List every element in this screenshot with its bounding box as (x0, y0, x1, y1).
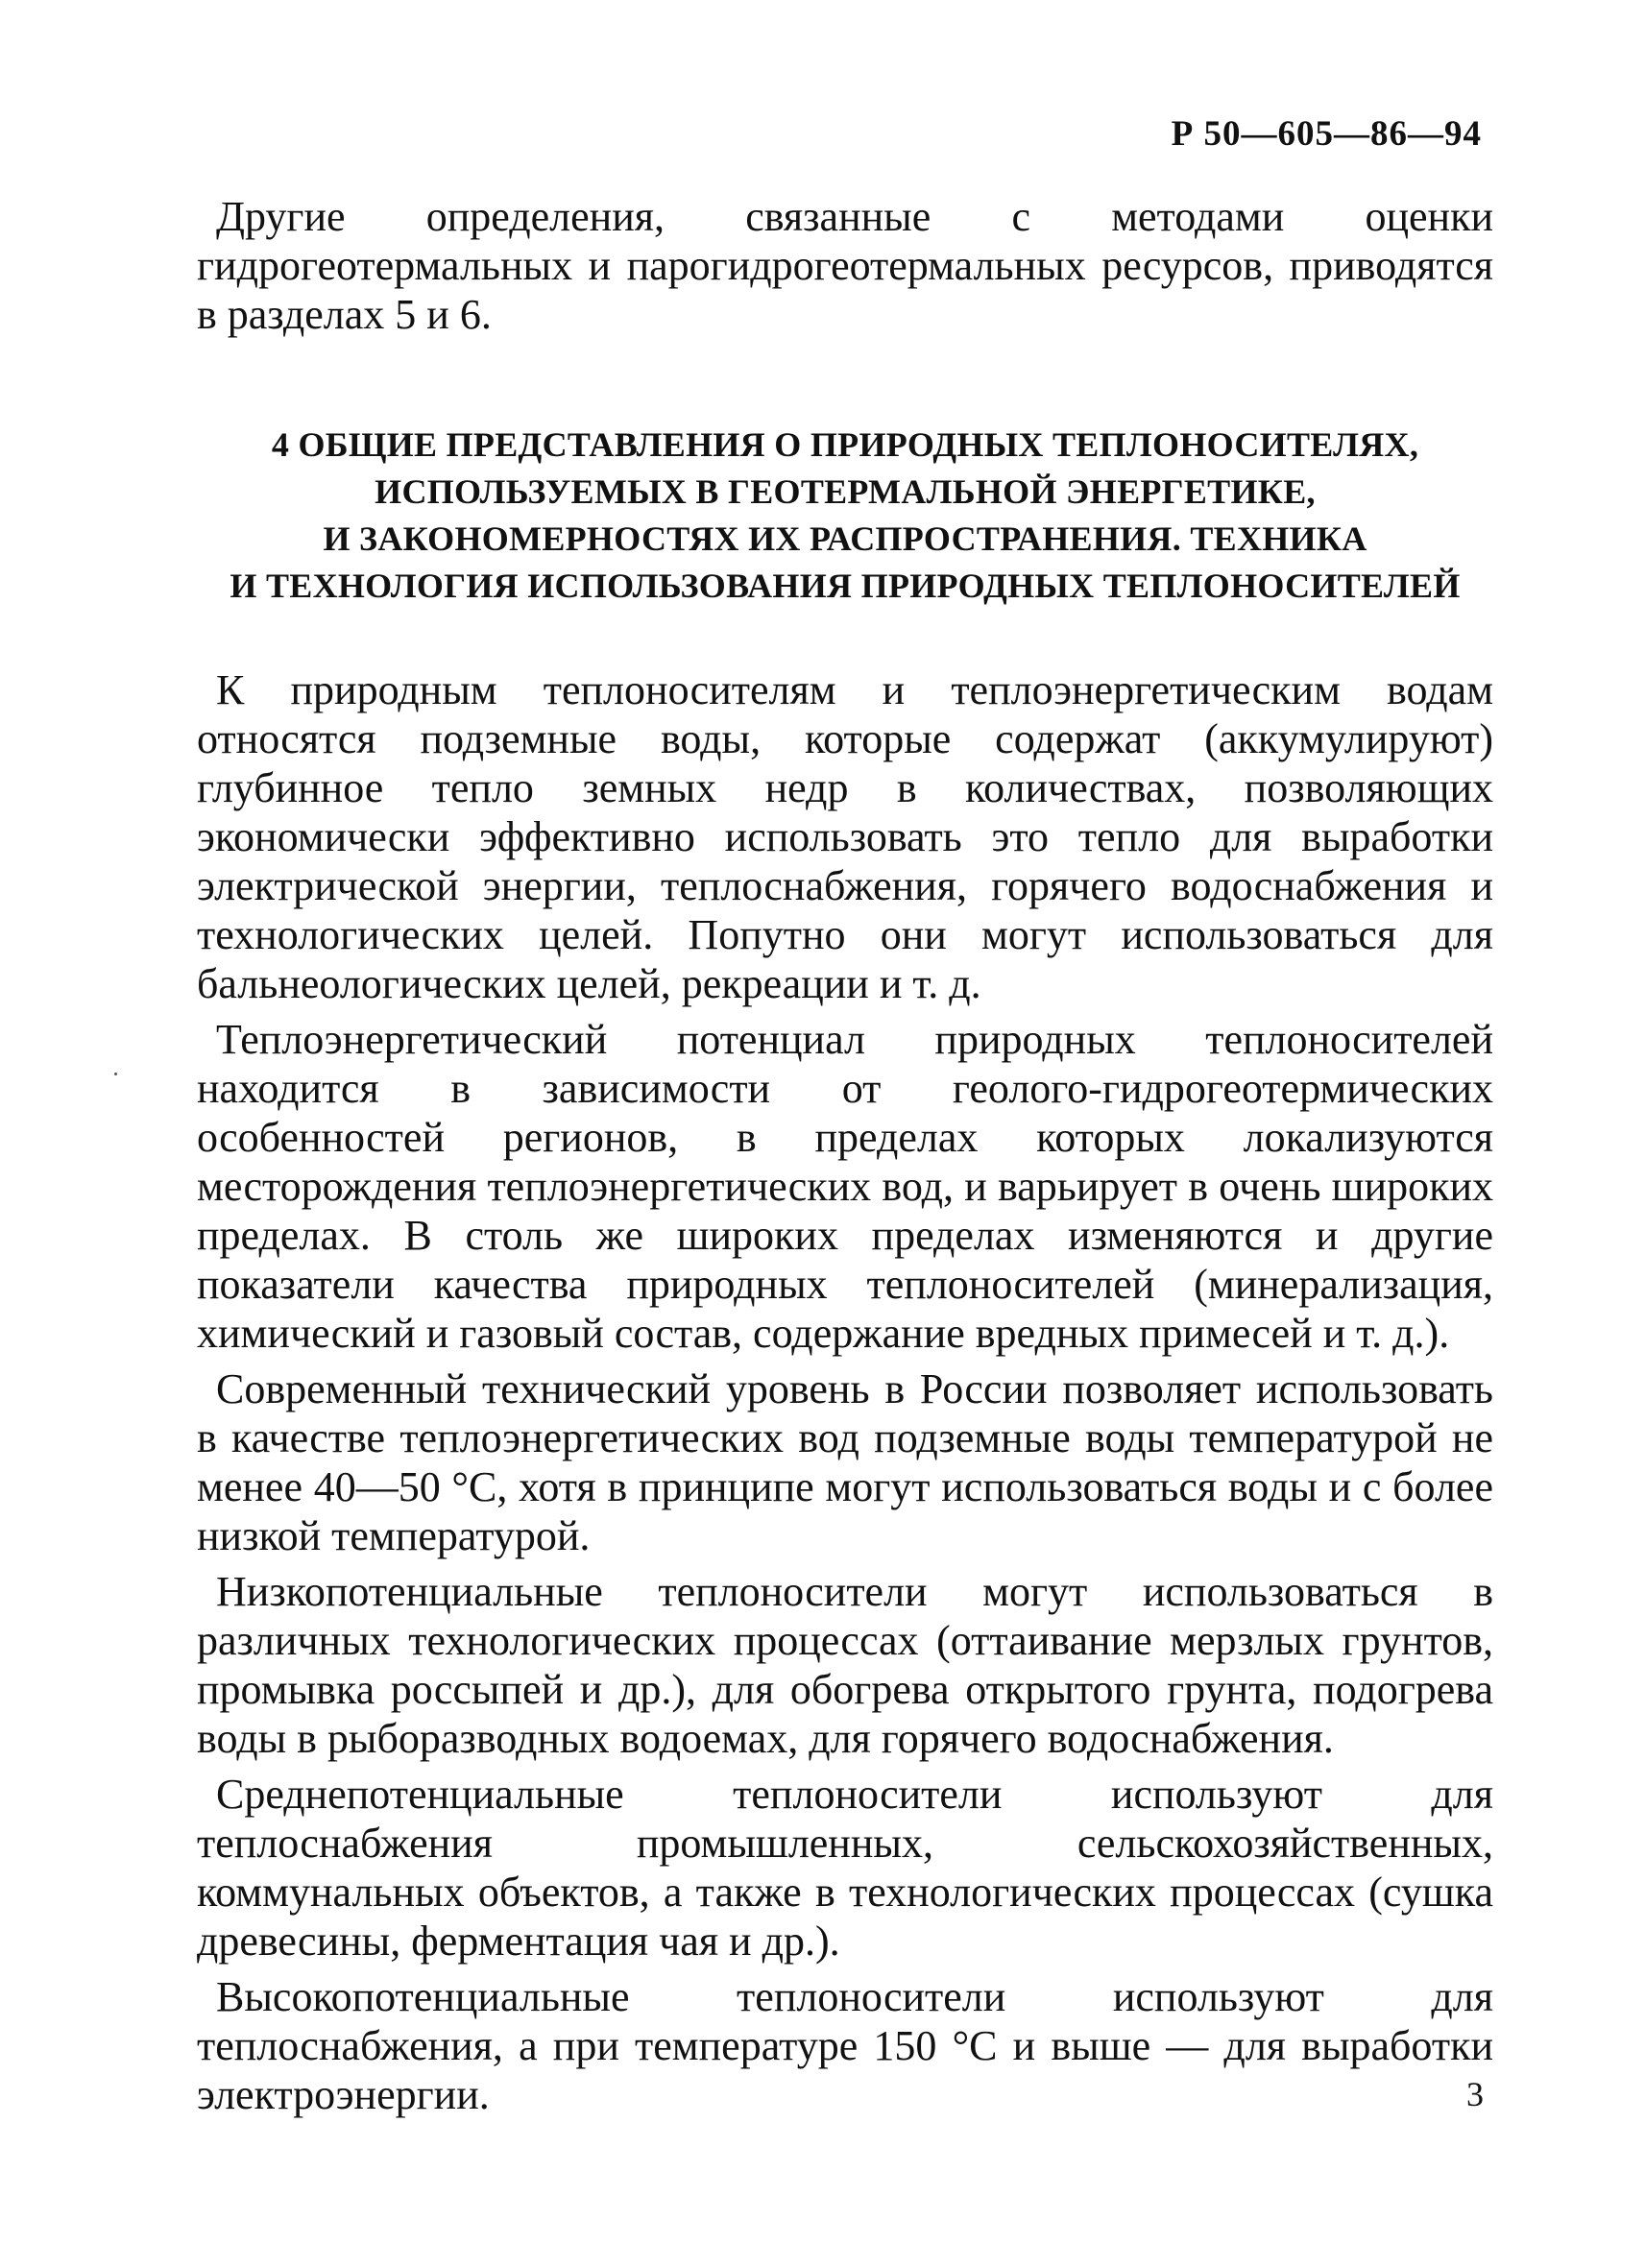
body-paragraph: К природным теплоносителям и теплоэнергетическим водам относятся подземные воды, которые содержат (аккумулируют) глубинное тепло земных недр в количествах, позволяющих экономически эффективно использовать это тепло для выработки электрической энергии, теплоснабжения, горячего водоснабжения и технологических целей. Попутно они могут использоваться для бальнеологических целей, рекреации и т. д. (197, 666, 1493, 1007)
section-heading-line: И ТЕХНОЛОГИЯ ИСПОЛЬЗОВАНИЯ ПРИРОДНЫХ ТЕПЛОНОСИТЕЛЕЙ (230, 567, 1461, 605)
section-heading-line: ИСПОЛЬЗУЕМЫХ В ГЕОТЕРМАЛЬНОЙ ЭНЕРГЕТИКЕ, (375, 472, 1316, 511)
body-paragraph: Современный технический уровень в России позволяет использовать в качестве теплоэнергетических вод подземные воды температурой не менее 40—50 °С, хотя в принципе могут использоваться воды и с более низкой температурой. (197, 1365, 1493, 1559)
body-paragraph: Низкопотенциальные теплоносители могут использоваться в различных технологических процессах (оттаивание мерзлых грунтов, промывка россыпей и др.), для обогрева открытого грунта, подогрева воды в рыборазводных водоемах, для горячего водоснабжения. (197, 1568, 1493, 1762)
body-paragraph: Среднепотенциальные теплоносители используют для теплоснабжения промышленных, сельскохозяйственных, коммунальных объектов, а также в технологических процессах (сушка древесины, ферментация чая и др.). (197, 1771, 1493, 1965)
page-number: 3 (1466, 2075, 1484, 2113)
page-content (197, 192, 1493, 2119)
section-heading-line: 4 ОБЩИЕ ПРЕДСТАВЛЕНИЯ О ПРИРОДНЫХ ТЕПЛОНОСИТЕЛЯХ, (271, 425, 1419, 464)
section-heading (197, 422, 1493, 610)
document-code: Р 50—605—86—94 (1171, 114, 1482, 154)
scan-speck (114, 1073, 117, 1075)
section-heading-line: И ЗАКОНОМЕРНОСТЯХ ИХ РАСПРОСТРАНЕНИЯ. ТЕХНИКА (323, 519, 1367, 558)
intro-paragraph: Другие определения, связанные с методами оценки гидрогеотермальных и парогидрогеотермальных ресурсов, приводятся в разделах 5 и 6. (197, 193, 1493, 338)
body-paragraph: Теплоэнергетический потенциал природных теплоносителей находится в зависимости от геолого-гидрогеотермических особенностей регионов, в пределах которых локализуются месторождения теплоэнергетических вод, и варьирует в очень широких пределах. В столь же широких пределах изменяются и другие показатели качества природных теплоносителей (минерализация, химический и газовый состав, содержание вредных примесей и т. д.). (197, 1016, 1493, 1357)
body-paragraph: Высокопотенциальные теплоносители используют для теплоснабжения, а при температуре 150 °С и выше — для выработки электроэнергии. (197, 1973, 1493, 2118)
